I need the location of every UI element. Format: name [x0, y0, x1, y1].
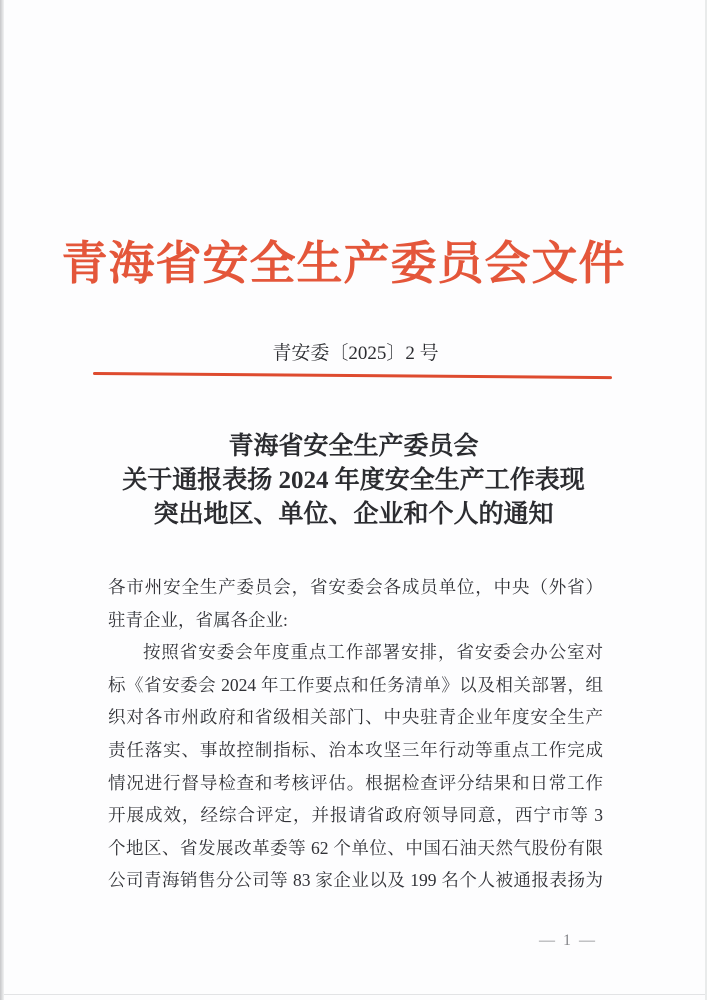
body-line: 驻青企业，省属各企业:: [108, 609, 288, 630]
body-line: 开展成效，经综合评定，并报请省政府领导同意，西宁市等 3: [108, 805, 603, 826]
page-number: — 1 —: [539, 932, 597, 949]
body-line: 公司青海销售分公司等 83 家企业以及 199 名个人被通报表扬为: [108, 870, 603, 891]
doc-number: 青安委〔2025〕2 号: [272, 343, 439, 364]
body-line: 责任落实、事故控制指标、治本攻坚三年行动等重点工作完成: [108, 739, 603, 760]
document-title: [70, 430, 637, 532]
document-title-line: 关于通报表扬 2024 年度安全生产工作表现: [122, 467, 585, 494]
body-line: 各市州安全生产委员会，省安委会各成员单位，中央（外省）: [108, 577, 603, 597]
body-line: 标《省安委会 2024 年工作要点和任务清单》以及相关部署，组: [108, 674, 603, 695]
page-left-edge: [0, 0, 4, 1000]
body-line: 个地区、省发展改革委等 62 个单位、中国石油天然气股份有限: [108, 837, 603, 858]
document-title-line: 突出地区、单位、企业和个人的通知: [153, 501, 554, 528]
document-title-line: 青海省安全生产委员会: [228, 433, 479, 460]
body-line: 情况进行督导检查和考核评估。根据检查评分结果和日常工作: [108, 772, 603, 793]
body-line: 按照省安委会年度重点工作部署安排，省安委会办公室对: [143, 642, 603, 663]
page-bottom-edge: [4, 994, 705, 995]
body-line: 织对各市州政府和省级相关部门、中央驻青企业年度安全生产: [108, 707, 603, 728]
document-body: [108, 571, 603, 897]
red-divider-rule: [93, 372, 612, 379]
letterhead-title: 青海省安全生产委员会文件: [61, 237, 626, 289]
